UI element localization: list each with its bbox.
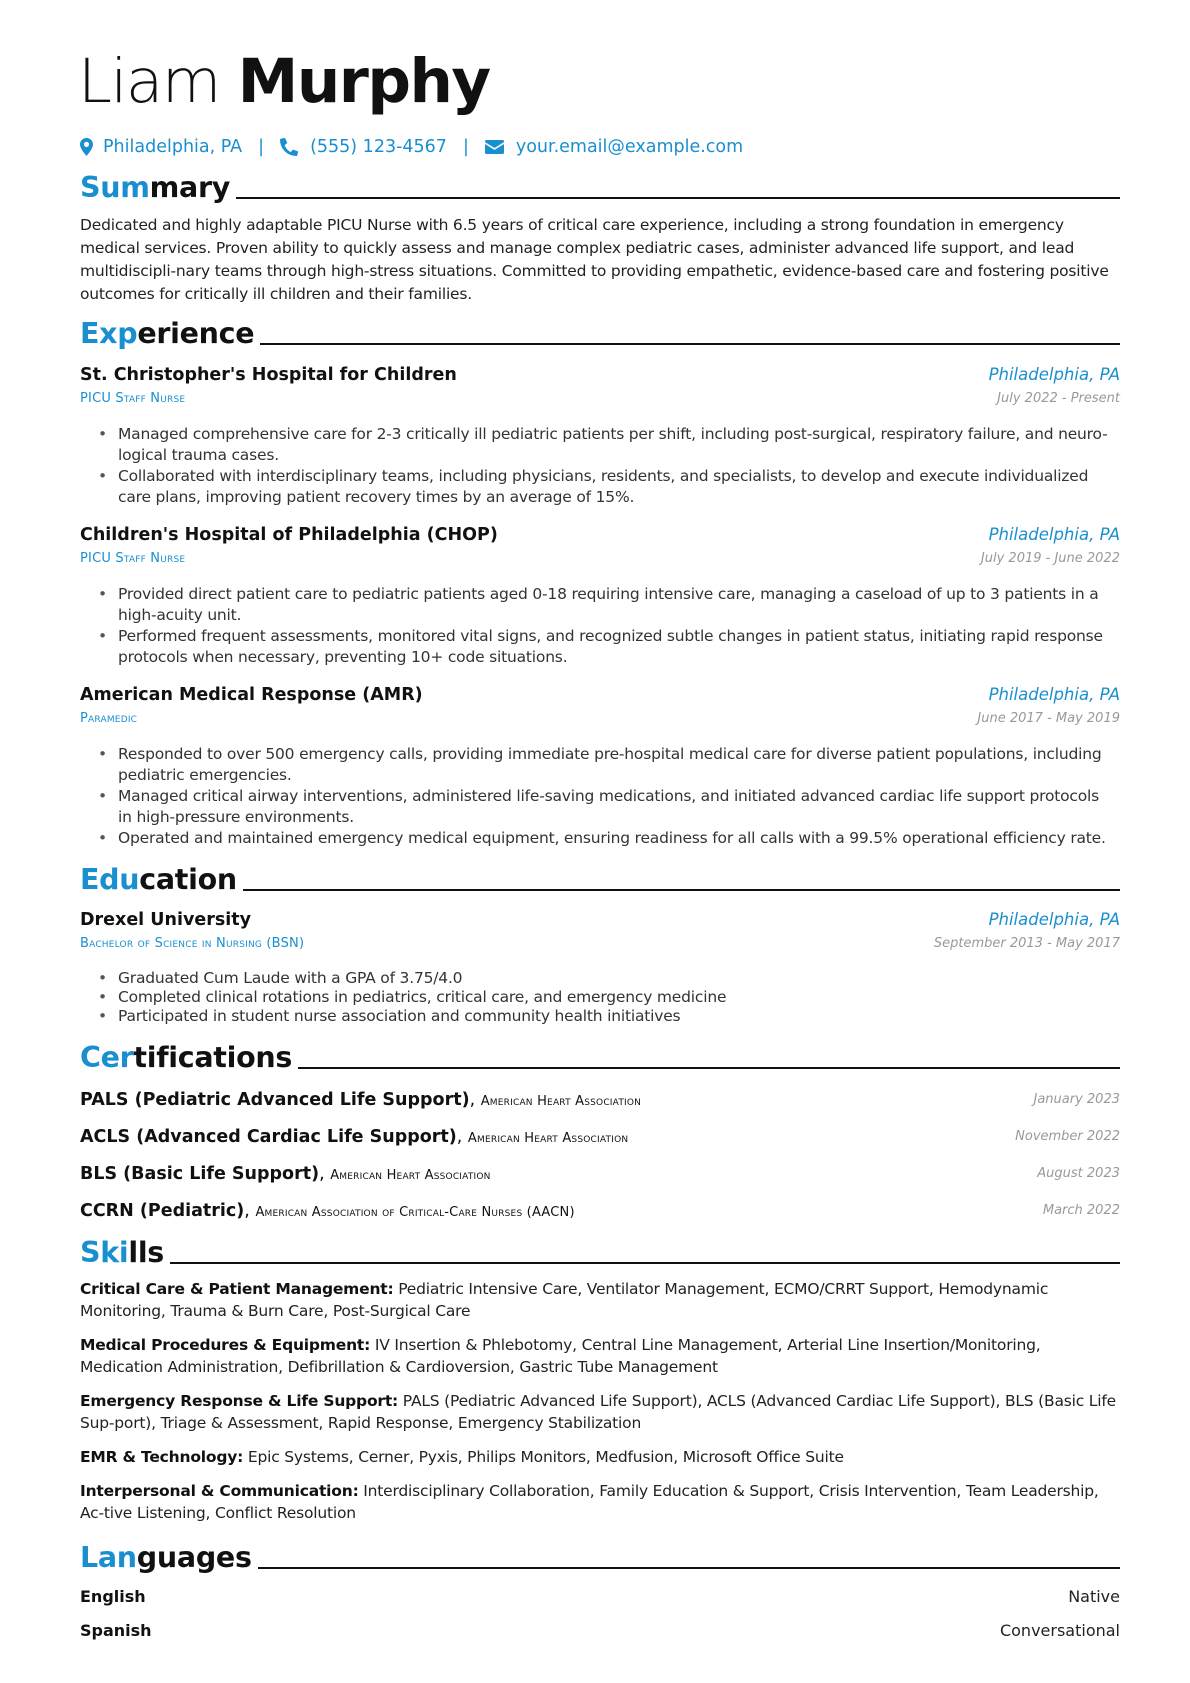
section-experience-heading [80, 316, 1120, 352]
job-location: Philadelphia, PA [988, 365, 1120, 384]
email-link: your.email@example.com [515, 137, 744, 157]
candidate-name [78, 42, 490, 122]
job-location: Philadelphia, PA [988, 685, 1120, 704]
job-role: PICU Staff Nurse [80, 391, 186, 406]
job-dates: July 2022 - Present [997, 391, 1120, 406]
education-dates: September 2013 - May 2017 [933, 936, 1120, 951]
section-languages-heading [80, 1540, 1120, 1576]
section-skills-heading [80, 1235, 1120, 1271]
phone-text: (555) 123-4567 [310, 137, 447, 157]
section-rule [298, 1067, 1120, 1069]
job-bullets [98, 424, 1108, 508]
section-certifications-heading [80, 1040, 1120, 1076]
skill-group: Critical Care & Patient Management: Pediatric Intensive Care, Ventilator Management, ECMO/CRRT Support, Hemodynamic Monitoring, Trauma & Burn Care, Post-Surgical Care [80, 1280, 1049, 1320]
education-bullet: • Completed clinical rotations in pediatrics, critical care, and emergency medicine [98, 988, 1108, 1007]
job-bullets [98, 584, 1108, 668]
job-employer: St. Christopher's Hospital for Children [80, 365, 457, 385]
job-bullet: • Managed comprehensive care for 2-3 critically ill pediatric patients per shift, including post-surgical, respiratory failure, and neuro-logical trauma cases. [98, 424, 1108, 466]
education-bullets [98, 969, 1108, 1026]
job-employer: Children's Hospital of Philadelphia (CHOP) [80, 525, 498, 545]
job-bullet: • Collaborated with interdisciplinary teams, including physicians, residents, and specialists, to develop and execute individualized care plans, improving patient recovery times by an average of 15%. [98, 466, 1108, 508]
section-title: Certifications [80, 1041, 293, 1074]
certification-date: March 2022 [1042, 1203, 1120, 1218]
education-school: Drexel University [80, 910, 252, 930]
first-name: Liam [78, 46, 220, 117]
section-summary-heading [80, 170, 1120, 206]
certification-item: PALS (Pediatric Advanced Life Support), American Heart Association [80, 1090, 642, 1110]
section-title: Languages [80, 1541, 252, 1574]
education-bullet: • Participated in student nurse association and community health initiatives [98, 1007, 1108, 1026]
skill-group: Interpersonal & Communication: Interdisciplinary Collaboration, Family Education & Support, Crisis Intervention, Team Leadership, Ac-tive Listening, Conflict Resolution [80, 1482, 1099, 1522]
location-text: Philadelphia, PA [103, 137, 243, 157]
section-title: Experience [80, 317, 255, 350]
section-title: Summary [80, 171, 230, 204]
skill-group: EMR & Technology: Epic Systems, Cerner, Pyxis, Philips Monitors, Medfusion, Microsoft Office Suite [80, 1448, 844, 1466]
job-bullet: • Operated and maintained emergency medical equipment, ensuring readiness for all calls with a 99.5% operational efficiency rate. [98, 828, 1108, 849]
section-education-heading [80, 862, 1120, 898]
section-rule [236, 197, 1120, 199]
job-dates: June 2017 - May 2019 [977, 711, 1120, 726]
skill-group: Emergency Response & Life Support: PALS (Pediatric Advanced Life Support), ACLS (Advanced Cardiac Life Support), BLS (Basic Life Sup-port), Triage & Assessment, Rapid Response, Emergency Stabilization [80, 1392, 1116, 1432]
job-role: PICU Staff Nurse [80, 551, 186, 566]
last-name: Murphy [237, 46, 490, 117]
language-name: English [80, 1587, 146, 1606]
map-marker-icon [80, 138, 93, 156]
job-bullet: • Managed critical airway interventions, administered life-saving medications, and initiated advanced cardiac life support protocols in high-pressure environments. [98, 786, 1108, 828]
summary-text: Dedicated and highly adaptable PICU Nurse with 6.5 years of critical care experience, including a strong foundation in emergency medical services. Proven ability to quickly assess and manage complex pediatric cases, administer advanced life support, and lead multidiscipli-nary teams through high-stress situations. Committed to providing empathetic, evidence-based care and fostering positive outcomes for critically ill children and their families. [80, 216, 1109, 303]
job-bullets [98, 744, 1108, 849]
certification-date: November 2022 [1015, 1129, 1120, 1144]
education-location: Philadelphia, PA [988, 910, 1120, 929]
language-name: Spanish [80, 1621, 152, 1640]
contact-separator: | [258, 137, 265, 157]
contact-email[interactable] [485, 137, 743, 157]
section-rule [170, 1262, 1120, 1264]
skill-group: Medical Procedures & Equipment: IV Insertion & Phlebotomy, Central Line Management, Arterial Line Insertion/Monitoring, Medication Administration, Defibrillation & Cardioversion, Gastric Tube Management [80, 1336, 1041, 1376]
job-bullet: • Provided direct patient care to pediatric patients aged 0-18 requiring intensive care, managing a caseload of up to 3 patients in a high-acuity unit. [98, 584, 1108, 626]
section-title: Skills [80, 1236, 164, 1269]
contact-separator: | [462, 137, 469, 157]
certification-item: ACLS (Advanced Cardiac Life Support), American Heart Association [80, 1127, 629, 1147]
education-bullet: • Graduated Cum Laude with a GPA of 3.75/4.0 [98, 969, 1108, 988]
language-level: Conversational [999, 1621, 1120, 1640]
job-location: Philadelphia, PA [988, 525, 1120, 544]
certification-item: CCRN (Pediatric), American Association of Critical-Care Nurses (AACN) [80, 1201, 575, 1221]
contact-line [80, 134, 743, 160]
section-rule [260, 343, 1120, 345]
job-employer: American Medical Response (AMR) [80, 685, 423, 705]
section-rule [258, 1567, 1120, 1569]
job-bullet: • Performed frequent assessments, monitored vital signs, and recognized subtle changes in patient status, initiating rapid response protocols when necessary, preventing 10+ code situations. [98, 626, 1108, 668]
section-rule [243, 889, 1120, 891]
contact-location [80, 137, 242, 157]
language-level: Native [1068, 1587, 1120, 1606]
section-title: Education [80, 863, 237, 896]
contact-phone[interactable] [280, 137, 447, 157]
envelope-icon [485, 140, 504, 154]
phone-icon [280, 138, 298, 156]
job-role: Paramedic [80, 711, 138, 726]
education-degree: Bachelor of Science in Nursing (BSN) [80, 936, 305, 951]
certification-item: BLS (Basic Life Support), American Heart Association [80, 1164, 491, 1184]
certification-date: January 2023 [1033, 1092, 1120, 1107]
certification-date: August 2023 [1037, 1166, 1120, 1181]
job-dates: July 2019 - June 2022 [980, 551, 1120, 566]
job-bullet: • Responded to over 500 emergency calls, providing immediate pre-hospital medical care for diverse patient populations, including pediatric emergencies. [98, 744, 1108, 786]
